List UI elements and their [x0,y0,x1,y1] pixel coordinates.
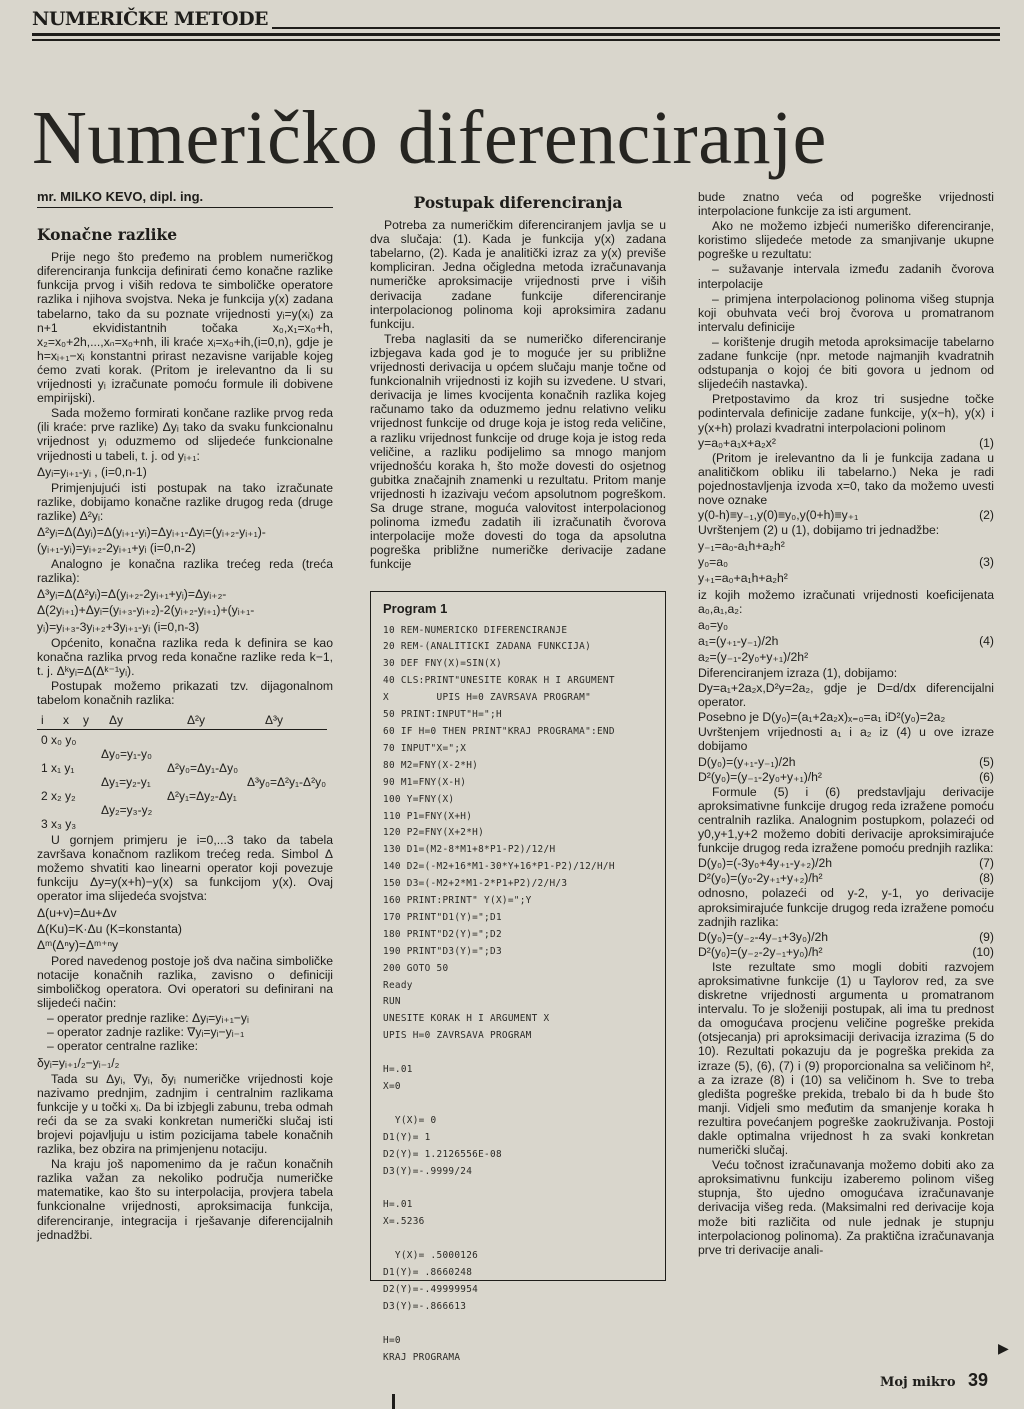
list-item: – primjena interpolacionog polinoma višeg stupnja koji obuhvata veći broj čvorova u promatranom intervalu definicije [698,291,994,334]
equation: y₋₁=a₀-a₁h+a₂h² [698,539,785,554]
table-cell: Δy₀=y₁-y₀ [101,747,153,762]
paragraph: Diferenciranjem izraza (1), dobijamo: [698,666,898,680]
paragraph: Postupak možemo prikazati tzv. dijagonalnom tabelom konačnih razlika: [37,678,333,707]
paragraph: Posebno je D(y₀)=(a₁+2a₂x)ₓ₌₀=a₁ iD²(y₀)=2a₂ [698,710,946,725]
program-line: 50 PRINT:INPUT"H=";H [383,709,502,721]
equation-row [698,930,994,944]
equation: D(y₀)=(-3y₀+4y₊₁-y₊₂)/2h [698,856,833,871]
paragraph: U gornjem primjeru je i=0,...3 tako da tabela završava konačnom razlikom trećeg reda. Simbol Δ možemo shvatiti kao linearni operator koji povezuje funkciju Δy=y(x+h)−y(x) sa funkcijom y(x). Ovaj operator ima slijedeća svojstva: [37,833,333,904]
program-line: D2(Y)=-.49999954 [383,1283,479,1295]
equation: D(y₀)=(y₋₂-4y₋₁+3y₀)/2h [698,929,829,944]
paragraph: Uvrštenjem (2) u (1), dobijamo tri jednadžbe: [698,523,940,538]
equation-row [698,770,994,784]
paragraph: Veću točnost izračunavanja možemo dobiti ako za aproksimativnu funkciju izaberemo polinom višeg stupnja, što ujedno omogućava izračunavanje derivacija višeg reda. (Maksimalni red derivacije koja može biti različita od nule jednak je stupnju interpolacionog polinoma). Za praktična izračunavanja prve tri derivacije anali- [698,1158,994,1257]
formula: Δ(Ku)=K·Δu (K=konstanta) [37,921,182,936]
formula: Δᵐ(Δⁿy)=Δᵐ⁺ⁿy [37,937,119,952]
equation-number: (2) [979,508,994,523]
paragraph: bude znatno veća od pogreške vrijednosti interpolacione funkcije za isti argument. [698,190,994,219]
program-line: H=.01 [383,1199,413,1211]
list-item: – korištenje drugih metoda aproksimacije tabelarno zadane funkcije (npr. metode najmanjih kvadratnih odstupanja o kojoj će biti govora u jednom od slijedećih nastavka). [698,334,994,392]
paragraph: Pretpostavimo da kroz tri susjedne točke podintervala definicije zadane funkcije, y(x−h), y(x) i y(x+h) prolazi kvadratni interpolacioni polinom [698,392,994,435]
table-header: Δ²y [187,713,206,728]
equation-row [698,945,994,959]
program-line [383,1045,653,1062]
program-line: 60 IF H=0 THEN PRINT"KRAJ PROGRAMA":END [383,725,615,737]
equation: y=a₀+a₁x+a₂x² [698,435,776,450]
program-line: D1(Y)= .8660248 [383,1266,473,1278]
continue-arrow-icon: ▶ [998,1340,1009,1356]
program-line: X UPIS H=0 ZAVRSAVA PROGRAM" [383,692,592,704]
program-line: 190 PRINT"D3(Y)=";D3 [383,945,502,957]
program-line: D2(Y)= 1.2126556E-08 [383,1148,502,1160]
formula: (yᵢ₊₁-yᵢ)=yᵢ₊₂-2yᵢ₊₁+yᵢ (i=0,n-2) [37,541,196,556]
difference-table [37,713,333,832]
program-line: 170 PRINT"D1(Y)=";D1 [383,911,502,923]
paragraph: iz kojih možemo izračunati vrijednosti koeficijenata a₀,a₁,a₂: [698,587,994,616]
program-line: 120 P2=FNY(X+2*H) [383,827,485,839]
program-line: 110 P1=FNY(X+H) [383,810,473,822]
program-line: 80 M2=FNY(X-2*H) [383,759,479,771]
equation-number: (8) [979,871,994,886]
equation-number: (4) [979,633,994,648]
program-line: RUN [383,996,401,1008]
table-row: 3 x₃ y₃ [41,817,77,832]
paragraph: Općenito, konačna razlika reda k definira se kao konačna razlika prvog reda konačne razlike reda k−1, t. j. Δᵏyᵢ=Δ(Δᵏ⁻¹yᵢ). [37,635,333,678]
paragraph: Formule (5) i (6) predstavljaju derivacije aproksimativne funkcije drugog reda izražene pomoću centralnih razlika. Analognim postupkom, polazeći od y0,y+1,y+2 možemo dobiti derivacije aproksimirajuće funkcije drugog reda izražene pomoću prednjih razlika: [698,784,994,856]
program-line: Y(X)= .5000126 [383,1250,479,1262]
table-cell: Δy₁=y₂-y₁ [101,775,151,790]
section-label: NUMERIČKE METODE [32,8,269,30]
program-line: KRAJ PROGRAMA [383,1351,461,1363]
list-item: – operator zadnje razlike: ∇yᵢ=yᵢ−yᵢ₋₁ [47,1025,245,1040]
paragraph: odnosno, polazeći od y-2, y-1, yo derivacije aproksimirajuće funkcije drugog reda izražene pomoću zadnjih razlika: [698,886,994,929]
header-rule-3 [32,39,1000,41]
formula: yᵢ)=yᵢ₊₃-3yᵢ₊₂+3yᵢ₊₁-yᵢ (i=0,n-3) [37,619,200,634]
equation: D(y₀)=(y₊₁-y₋₁)/2h [698,754,796,769]
equation: y₊₁=a₀+a₁h+a₂h² [698,571,788,586]
program-line: 10 REM-NUMERICKO DIFERENCIRANJE [383,624,568,636]
page-number: 39 [967,1370,988,1390]
program-line: Y(X)= 0 [383,1114,437,1126]
paragraph: Analogno je konačna razlika trećeg reda (treća razlika): [37,557,333,586]
program-line: 30 DEF FNY(X)=SIN(X) [383,658,502,670]
magazine-name: Moj mikro [880,1375,956,1390]
program-line: 150 D3=(-M2+2*M1-2*P1+P2)/2/H/3 [383,878,568,890]
program-line: H=0 [383,1334,401,1346]
program-line [383,1180,653,1197]
equation-row [698,436,994,450]
formula: Δ²yᵢ=Δ(Δyᵢ)=Δ(yᵢ₊₁-yᵢ)=Δyᵢ₊₁-Δyᵢ=(yᵢ₊₂-yᵢ₊₁)- [37,524,266,539]
formula: Δ(2yᵢ₊₁)+Δyᵢ=(yᵢ₊₃-yᵢ₊₂)-2(yᵢ₊₂-yᵢ₊₁)+(yᵢ₊₁- [37,603,255,618]
table-row: 1 x₁ y₁ [41,761,75,776]
program-line: X=.5236 [383,1216,425,1228]
program-line: 180 PRINT"D2(Y)=";D2 [383,928,502,940]
equation: D²(y₀)=(y₋₁-2y₀+y₊₁)/h² [698,769,822,784]
paragraph: Prije nego što pređemo na problem numeričkog diferenciranja funkcija definirati ćemo konačne razlike funkcija prvog i viših redova te simboličke operatore razlika i njihova svojstva. Neka je funkcija y(x) zadana tabelarno, tako da su poznate vrijednosti yᵢ=y(xᵢ) za n+1 ekvidistantnih točaka x₀,x₁=x₀+h, x₂=x₀+2h,...,xₙ=x₀+nh, ili kraće xᵢ=x₀+ih,(i=0,n), gdje je h=xᵢ₊₁−xᵢ konstantni prirast nezavisne varijable kojeg ćemo zvati korak. (Pritom je irelevantno da li su vrijednosti yᵢ izračunate pomoću formule ili dobivene empirijski). [37,250,333,406]
program-line: D3(Y)=-.866613 [383,1300,467,1312]
table-header: Δ³y [265,713,284,728]
equation: y(0-h)≡y₋₁,y(0)≡y₀,y(0+h)≡y₊₁ [698,508,859,523]
program-line: 100 Y=FNY(X) [383,793,455,805]
table-rule [37,729,327,730]
paragraph: Uvrštenjem vrijednosti a₁ i a₂ iz (4) u ove izraze dobijamo [698,725,994,754]
equation-number: (6) [979,769,994,784]
table-row: 2 x₂ y₂ [41,789,76,804]
paragraph: (Pritom je irelevantno da li je funkcija zadana u analitičkom obliku ili tabelarno.) Neka je radi pojednostavljenja izvoda x=0, tako da možemo uvesti nove oznake [698,450,994,507]
equation: a₀=y₀ [698,617,729,632]
program-line: 90 M1=FNY(X-H) [383,776,467,788]
equation-number: (5) [979,754,994,769]
program-line [383,1096,653,1113]
program-line: H=.01 [383,1064,413,1076]
paragraph: Sada možemo formirati končane razlike prvog reda (ili kraće: prve razlike) Δyᵢ tako da svaku funkcionalnu vrijednost yᵢ oduzmemo od slijedeće funkcionalne vrijednosti u tabeli, t. j. od yᵢ₊₁: [37,406,333,463]
paragraph: Dy=a₁+2a₂x,D²y=2a₂, gdje je D=d/dx diferencijalni operator. [698,681,994,710]
program-line [383,1316,653,1333]
program-listing [383,623,653,1367]
paragraph: Iste rezultate smo mogli dobiti razvojem aproksimativne funkcije (1) u Taylorov red, za sve diskretne vrijednosti argumenta u promatranom intervalu. To je složeniji postupak, ali ima tu prednost da omogućava procjenu veličine pogreške prekida (otsjecanja) pri aproksimaciji derivacija izrazima (5 do 10). Rezultati pokazuju da je pogreška prekida za izraze (5), (6), (7) i (9) proporcionalna sa veličinom h², a za izraze (8) i (10) sa veličinom h. Sve to treba gledišta pogreške prekida, trebalo bi da h bude što manji. Vidjeli smo međutim da smanjenje koraka h rezultira povećanjem pogreške zaokruživanja. Postoji dakle optimalna vrijednost h za svaki konkretan numerički slučaj. [698,959,994,1158]
equation: a₂=(y₋₁-2y₀+y₊₁)/2h² [698,649,809,664]
equation: y₀=a₀ [698,555,729,570]
program-line [383,1231,653,1248]
equation: D²(y₀)=(y₋₂-2y₋₁+y₀)/h² [698,944,823,959]
equation-number: (10) [972,944,994,959]
column-1 [37,190,333,1243]
program-line: 200 GOTO 50 [383,962,449,974]
program-line: Ready [383,979,413,991]
program-line: 130 D1=(M2-8*M1+8*P1-P2)/12/H [383,844,556,856]
program-line: 160 PRINT:PRINT" Y(X)=";Y [383,895,532,907]
program-line: X=0 [383,1081,401,1092]
equation-row [698,856,994,870]
program-line: D3(Y)=-.9999/24 [383,1165,473,1177]
header-rule-2 [32,33,1000,36]
equation-number: (3) [979,555,994,570]
program-line: UNESITE KORAK H I ARGUMENT X [383,1013,550,1025]
program-title: Program 1 [383,601,448,617]
paragraph: Ako ne možemo izbjeći numeriško diferenciranje, koristimo slijedeće metode za smanjivanje ukupne pogreške u rezultatu: [698,219,994,262]
table-cell: Δ²y₀=Δy₁-Δy₀ [167,761,239,776]
paragraph: Potreba za numeričkim diferenciranjem javlja se u dva slučaja: (1). Kada je funkcija y(x) zadana tabelarno, (2). Kada je analitički izraz za y(x) previše kompliciran. Jedna očigledna metoda izračunavanja numeričke aproksimacije vrijednosti prve i viših derivacija zadane funkcije diferenciranje interpolacionog polinoma koji aproksimira zadanu funkciju. [370,218,666,331]
crop-mark [392,1394,395,1409]
article-title: Numeričko diferenciranje [32,96,827,180]
table-cell: Δy₂=y₃-y₂ [101,803,153,818]
paragraph: Tada su Δyᵢ, ∇yᵢ, δyᵢ numeričke vrijednosti koje nazivamo prednjim, zadnjim i centralnim razlikama funkcije y u točki xᵢ. Da bi izbjegli zabunu, treba odmah reći da se za svaki konkretan numerički slučaj isti brojevi pojavljuju u istim pozicijama tabele konačnih razlika, bez obzira na primjenjenu notaciju. [37,1071,333,1157]
formula: δyᵢ=yᵢ₊₁/₂−yᵢ₋₁/₂ [37,1055,120,1070]
author-byline: mr. MILKO KEVO, dipl. ing. [37,190,333,208]
program-line: 70 INPUT"X=";X [383,742,467,754]
program-line: 20 REM-(ANALITICKI ZADANA FUNKCIJA) [383,641,592,653]
table-row: 0 x₀ y₀ [41,733,77,748]
table-header: i [41,713,44,728]
formula: Δyᵢ=yᵢ₊₁-yᵢ , (i=0,n-1) [37,464,147,479]
table-header: Δy [109,713,124,728]
equation: D²(y₀)=(y₀-2y₊₁+y₊₂)/h² [698,871,823,886]
column-3 [698,190,994,1258]
equation-row [698,555,994,569]
equation-row [698,508,994,522]
program-listing-box [370,591,666,1363]
program-line: UPIS H=0 ZAVRSAVA PROGRAM [383,1030,532,1042]
program-line: 140 D2=(-M2+16*M1-30*Y+16*P1-P2)/12/H/H [383,861,615,873]
program-line: D1(Y)= 1 [383,1131,431,1143]
table-header: x [63,713,69,728]
paragraph: Treba naglasiti da se numeričko diferenciranje izbjegava kada god je to moguće jer su približne vrijednosti derivacija u općem slučaju manje točne od funkcionalnih vrijednosti iz kojih su izvedene. U stvari, derivacija je limes kvocijenta konačnih razlika kojeg računamo tako da oduzmemo jednu relativno veliku vrijednost funkcije od druge koja je istog reda veličine, a razliku vrijednost funkcije od druge koja je istog reda veličine, a razliku podijelimo sa mnogo manjom vrijednošću koraka h, što može dovesti do osjetnog gubitka značajnih znamenki u rezultatu. Pritom manje vrijednosti h izazivaju većom apsolutnom pogreškom. Sa druge strane, moguća valovitost interpolacionog polinoma između zadatih ili izračunatih čvorova interpolacije može dovesti do toga da apsolutna pogreška približne numeričke derivacije zadane funkcije [370,331,666,572]
table-header: y [83,713,89,728]
column-2 [370,190,666,1363]
equation-row [698,755,994,769]
equation-number: (7) [979,856,994,871]
table-cell: Δ²y₁=Δy₂-Δy₁ [167,789,237,804]
formula: Δ(u+v)=Δu+Δv [37,905,117,920]
equation-number: (9) [979,929,994,944]
section-heading: Postupak diferenciranja [413,193,623,212]
section-heading: Konačne razlike [37,225,178,245]
page-footer [880,1370,988,1391]
program-line: 40 CLS:PRINT"UNESITE KORAK H I ARGUMENT [383,675,615,687]
equation-row [698,871,994,885]
paragraph: Na kraju još napomenimo da je račun konačnih razlika važan za nekoliko područja numeričke matematike, kao što su interpolacija, provjera tabela funkcionalne vrijednosti, aproksimacija funkcija, diferenciranje, integracija i rješavanje diferencijalnih jednadžbi. [37,1157,333,1242]
list-item: – operator prednje razlike: Δyᵢ=yᵢ₊₁−yᵢ [47,1011,249,1026]
list-item: – sužavanje intervala između zadanih čvorova interpolacije [698,262,994,291]
formula: Δ³yᵢ=Δ(Δ²yᵢ)=Δ(yᵢ₊₂-2yᵢ₊₁+yᵢ)=Δyᵢ₊₂- [37,587,227,602]
list-item: – operator centralne razlike: [47,1039,199,1054]
paragraph: Primjenjujući isti postupak na tako izračunate razlike, dobijamo konačne razlike drugog reda (druge razlike) Δ²yᵢ: [37,480,333,523]
equation-number: (1) [979,435,994,450]
equation: a₁=(y₊₁-y₋₁)/2h [698,633,779,648]
table-cell: Δ³y₀=Δ²y₁-Δ²y₀ [247,775,327,790]
header-rule [272,27,1000,29]
paragraph: Pored navedenog postoje još dva načina simboličke notacije konačnih razlika, zavisno o definiciji simboličkog operatora. Ovi operatori su definirani na slijedeći način: [37,953,333,1011]
equation-row [698,634,994,648]
